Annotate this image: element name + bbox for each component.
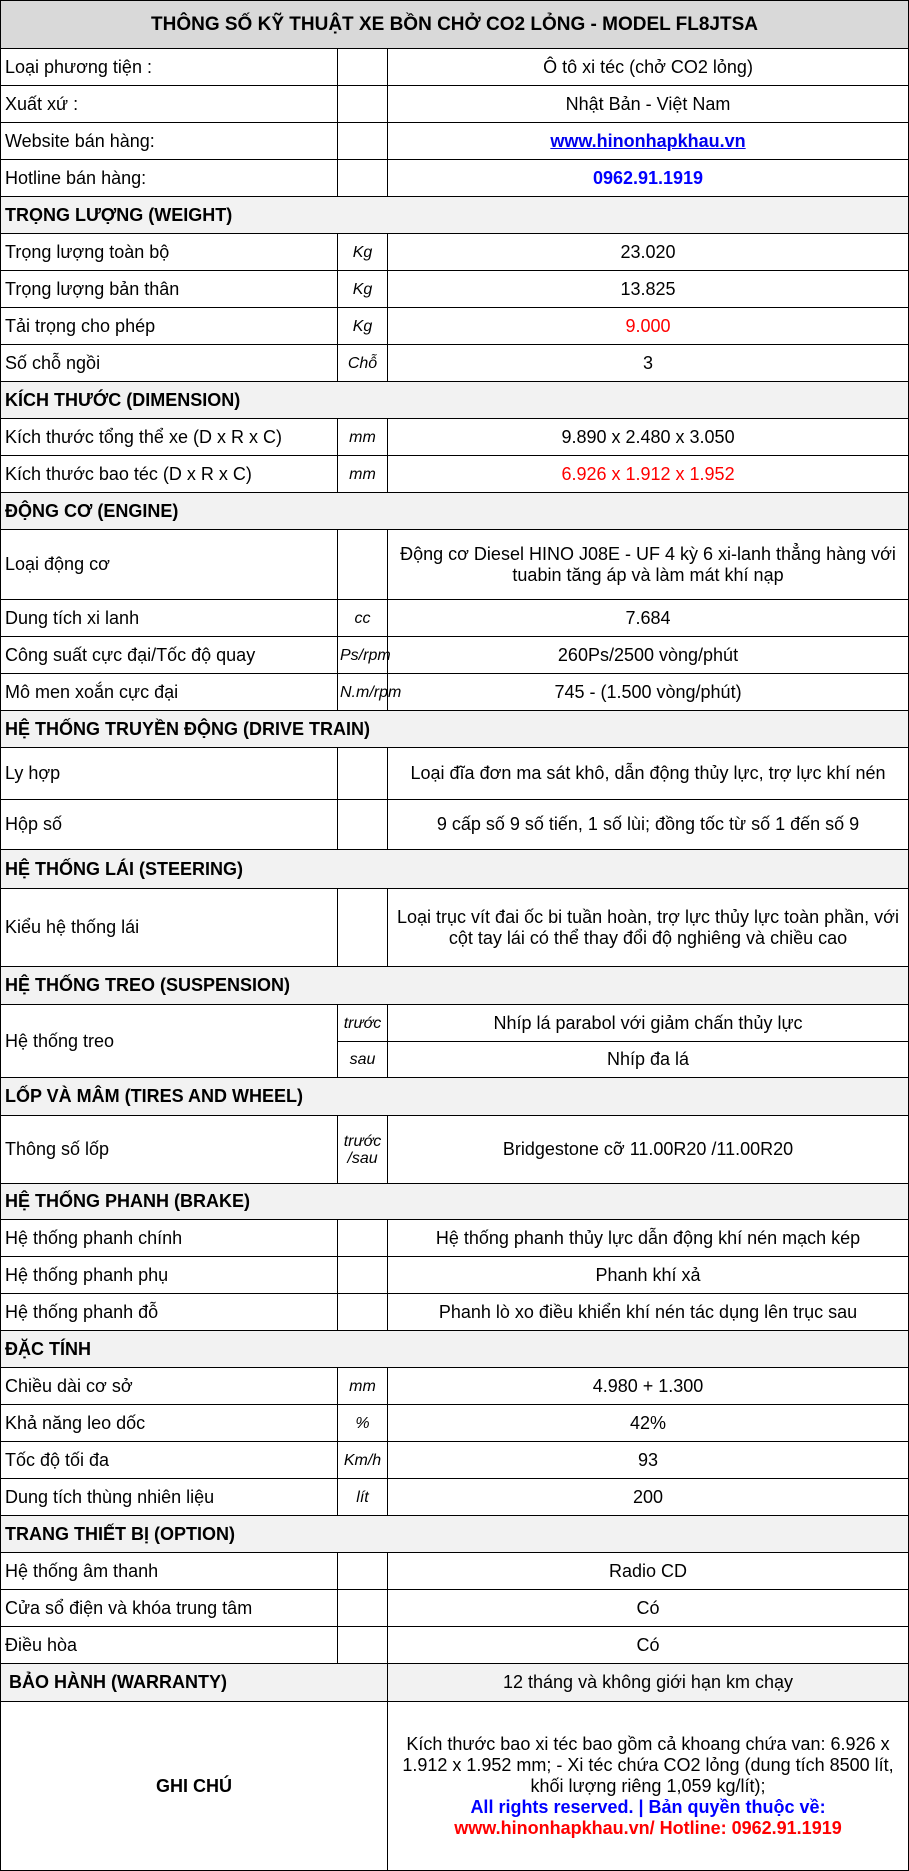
section-title: HỆ THỐNG TREO (SUSPENSION) (1, 967, 909, 1005)
section-title: HỆ THỐNG PHANH (BRAKE) (1, 1184, 909, 1220)
spec-unit: mm (338, 456, 388, 493)
spec-label: Cửa sổ điện và khóa trung tâm (1, 1590, 338, 1627)
spec-value: 745 - (1.500 vòng/phút) (388, 674, 909, 711)
warranty-row (1, 1664, 909, 1702)
spec-value: 42% (388, 1405, 909, 1442)
spec-row (1, 308, 909, 345)
spec-label: Loại động cơ (1, 530, 338, 600)
spec-label: Hệ thống âm thanh (1, 1553, 338, 1590)
spec-row (1, 456, 909, 493)
spec-row (1, 637, 909, 674)
section-title: LỐP VÀ MÂM (TIRES AND WHEEL) (1, 1078, 909, 1116)
spec-row (1, 748, 909, 800)
warranty-label: BẢO HÀNH (WARRANTY) (1, 1664, 388, 1702)
spec-row (1, 49, 909, 86)
spec-value: Nhật Bản - Việt Nam (388, 86, 909, 123)
spec-value: 3 (388, 345, 909, 382)
spec-row (1, 530, 909, 600)
section-title: HỆ THỐNG TRUYỀN ĐỘNG (DRIVE TRAIN) (1, 711, 909, 748)
spec-value: Phanh khí xả (388, 1257, 909, 1294)
spec-label: Mô men xoắn cực đại (1, 674, 338, 711)
spec-unit (338, 1294, 388, 1331)
spec-unit (338, 160, 388, 197)
section-header-row (1, 1078, 909, 1116)
spec-row (1, 1590, 909, 1627)
spec-unit: lít (338, 1479, 388, 1516)
spec-unit (338, 530, 388, 600)
spec-row (1, 674, 909, 711)
section-title: TRANG THIẾT BỊ (OPTION) (1, 1516, 909, 1553)
spec-unit: cc (338, 600, 388, 637)
spec-value: 9 cấp số 9 số tiến, 1 số lùi; đồng tốc từ số 1 đến số 9 (388, 800, 909, 850)
spec-value (388, 123, 909, 160)
spec-unit: % (338, 1405, 388, 1442)
spec-row (1, 86, 909, 123)
note-label: GHI CHÚ (1, 1702, 388, 1871)
spec-row (1, 1294, 909, 1331)
spec-value: Hệ thống phanh thủy lực dẫn động khí nén mạch kép (388, 1220, 909, 1257)
spec-value: Động cơ Diesel HINO J08E - UF 4 kỳ 6 xi-lanh thẳng hàng với tuabin tăng áp và làm mát khí nạp (388, 530, 909, 600)
note-value (388, 1702, 909, 1871)
spec-label: Hệ thống phanh phụ (1, 1257, 338, 1294)
spec-unit: Chỗ (338, 345, 388, 382)
spec-unit: trước /sau (338, 1116, 388, 1184)
spec-value: 7.684 (388, 600, 909, 637)
spec-row (1, 1116, 909, 1184)
spec-row (1, 1368, 909, 1405)
spec-value: 4.980 + 1.300 (388, 1368, 909, 1405)
spec-unit (338, 1553, 388, 1590)
spec-row (1, 1257, 909, 1294)
section-title: HỆ THỐNG LÁI (STEERING) (1, 850, 909, 889)
spec-unit: Km/h (338, 1442, 388, 1479)
note-contact[interactable]: www.hinonhapkhau.vn/ Hotline: 0962.91.1919 (454, 1817, 842, 1838)
section-header-row (1, 382, 909, 419)
section-header-row (1, 711, 909, 748)
section-header-row (1, 850, 909, 889)
spec-row (1, 271, 909, 308)
note-text: Kích thước bao xi téc bao gồm cả khoang chứa van: 6.926 x 1.912 x 1.952 mm; - Xi téc chứa CO2 lỏng (dung tích 8500 lít, khối lượng riêng 1,059 kg/lít); (402, 1733, 894, 1796)
spec-value: Có (388, 1590, 909, 1627)
note-rights: All rights reserved. | Bản quyền thuộc về: (470, 1796, 826, 1817)
spec-label: Trọng lượng toàn bộ (1, 234, 338, 271)
section-header-row (1, 1184, 909, 1220)
section-title: ĐỘNG CƠ (ENGINE) (1, 493, 909, 530)
website-link[interactable]: www.hinonhapkhau.vn (550, 130, 746, 151)
spec-label: Xuất xứ : (1, 86, 338, 123)
spec-value: Bridgestone cỡ 11.00R20 /11.00R20 (388, 1116, 909, 1184)
spec-row (1, 1405, 909, 1442)
spec-row (1, 1005, 909, 1042)
section-header-row (1, 1331, 909, 1368)
spec-row (1, 160, 909, 197)
spec-unit: Kg (338, 308, 388, 345)
spec-value: 93 (388, 1442, 909, 1479)
spec-row (1, 1627, 909, 1664)
spec-unit (338, 49, 388, 86)
section-header-row (1, 967, 909, 1005)
spec-row (1, 345, 909, 382)
spec-value: Nhíp đa lá (388, 1042, 909, 1078)
spec-unit: Ps/rpm (338, 637, 388, 674)
spec-row (1, 123, 909, 160)
spec-row (1, 234, 909, 271)
spec-value: Có (388, 1627, 909, 1664)
spec-label: Thông số lốp (1, 1116, 338, 1184)
section-header-row (1, 493, 909, 530)
spec-label: Kích thước tổng thể xe (D x R x C) (1, 419, 338, 456)
spec-label: Trọng lượng bản thân (1, 271, 338, 308)
title-row (1, 1, 909, 49)
spec-unit: N.m/rpm (338, 674, 388, 711)
spec-value: Nhíp lá parabol với giảm chấn thủy lực (388, 1005, 909, 1042)
section-title: ĐẶC TÍNH (1, 1331, 909, 1368)
spec-unit (338, 86, 388, 123)
spec-label: Hệ thống phanh chính (1, 1220, 338, 1257)
spec-row (1, 889, 909, 967)
section-header-row (1, 1516, 909, 1553)
spec-label: Hộp số (1, 800, 338, 850)
spec-unit: trước (338, 1005, 388, 1042)
spec-unit: mm (338, 1368, 388, 1405)
spec-row (1, 800, 909, 850)
spec-unit (338, 1590, 388, 1627)
spec-unit (338, 1627, 388, 1664)
spec-label: Hotline bán hàng: (1, 160, 338, 197)
spec-value: 200 (388, 1479, 909, 1516)
note-row (1, 1702, 909, 1871)
spec-unit (338, 1257, 388, 1294)
spec-row (1, 419, 909, 456)
spec-row (1, 1553, 909, 1590)
spec-label: Kiểu hệ thống lái (1, 889, 338, 967)
spec-label: Hệ thống phanh đỗ (1, 1294, 338, 1331)
spec-unit (338, 123, 388, 160)
spec-value: 6.926 x 1.912 x 1.952 (388, 456, 909, 493)
spec-value: Loại đĩa đơn ma sát khô, dẫn động thủy lực, trợ lực khí nén (388, 748, 909, 800)
spec-unit (338, 889, 388, 967)
spec-value: 260Ps/2500 vòng/phút (388, 637, 909, 674)
spec-label: Số chỗ ngồi (1, 345, 338, 382)
section-title: TRỌNG LƯỢNG (WEIGHT) (1, 197, 909, 234)
spec-label: Dung tích xi lanh (1, 600, 338, 637)
spec-value: 23.020 (388, 234, 909, 271)
section-title: KÍCH THƯỚC (DIMENSION) (1, 382, 909, 419)
spec-unit: Kg (338, 271, 388, 308)
spec-unit (338, 1220, 388, 1257)
spec-value: 9.000 (388, 308, 909, 345)
spec-value: Radio CD (388, 1553, 909, 1590)
spec-value: 9.890 x 2.480 x 3.050 (388, 419, 909, 456)
spec-label: Kích thước bao téc (D x R x C) (1, 456, 338, 493)
spec-row (1, 1479, 909, 1516)
spec-value: 13.825 (388, 271, 909, 308)
spec-label: Website bán hàng: (1, 123, 338, 160)
section-header-row (1, 197, 909, 234)
spec-label: Dung tích thùng nhiên liệu (1, 1479, 338, 1516)
spec-value: Ô tô xi téc (chở CO2 lỏng) (388, 49, 909, 86)
spec-value: Loại trục vít đai ốc bi tuần hoàn, trợ lực thủy lực toàn phần, với cột tay lái có thể thay đổi độ nghiêng và chiều cao (388, 889, 909, 967)
spec-label: Tốc độ tối đa (1, 1442, 338, 1479)
spec-row (1, 1220, 909, 1257)
spec-label: Điều hòa (1, 1627, 338, 1664)
spec-row (1, 1442, 909, 1479)
page-title: THÔNG SỐ KỸ THUẬT XE BỒN CHỞ CO2 LỎNG - MODEL FL8JTSA (1, 1, 909, 49)
spec-unit: mm (338, 419, 388, 456)
warranty-value: 12 tháng và không giới hạn km chạy (388, 1664, 909, 1702)
spec-unit (338, 800, 388, 850)
spec-label: Chiều dài cơ sở (1, 1368, 338, 1405)
spec-label: Tải trọng cho phép (1, 308, 338, 345)
spec-unit: sau (338, 1042, 388, 1078)
spec-row (1, 600, 909, 637)
spec-label: Loại phương tiện : (1, 49, 338, 86)
spec-value: Phanh lò xo điều khiển khí nén tác dụng lên trục sau (388, 1294, 909, 1331)
hotline-value: 0962.91.1919 (388, 160, 909, 197)
spec-label: Hệ thống treo (1, 1005, 338, 1078)
spec-unit (338, 748, 388, 800)
spec-unit: Kg (338, 234, 388, 271)
spec-label: Công suất cực đại/Tốc độ quay (1, 637, 338, 674)
spec-label: Ly hợp (1, 748, 338, 800)
spec-label: Khả năng leo dốc (1, 1405, 338, 1442)
